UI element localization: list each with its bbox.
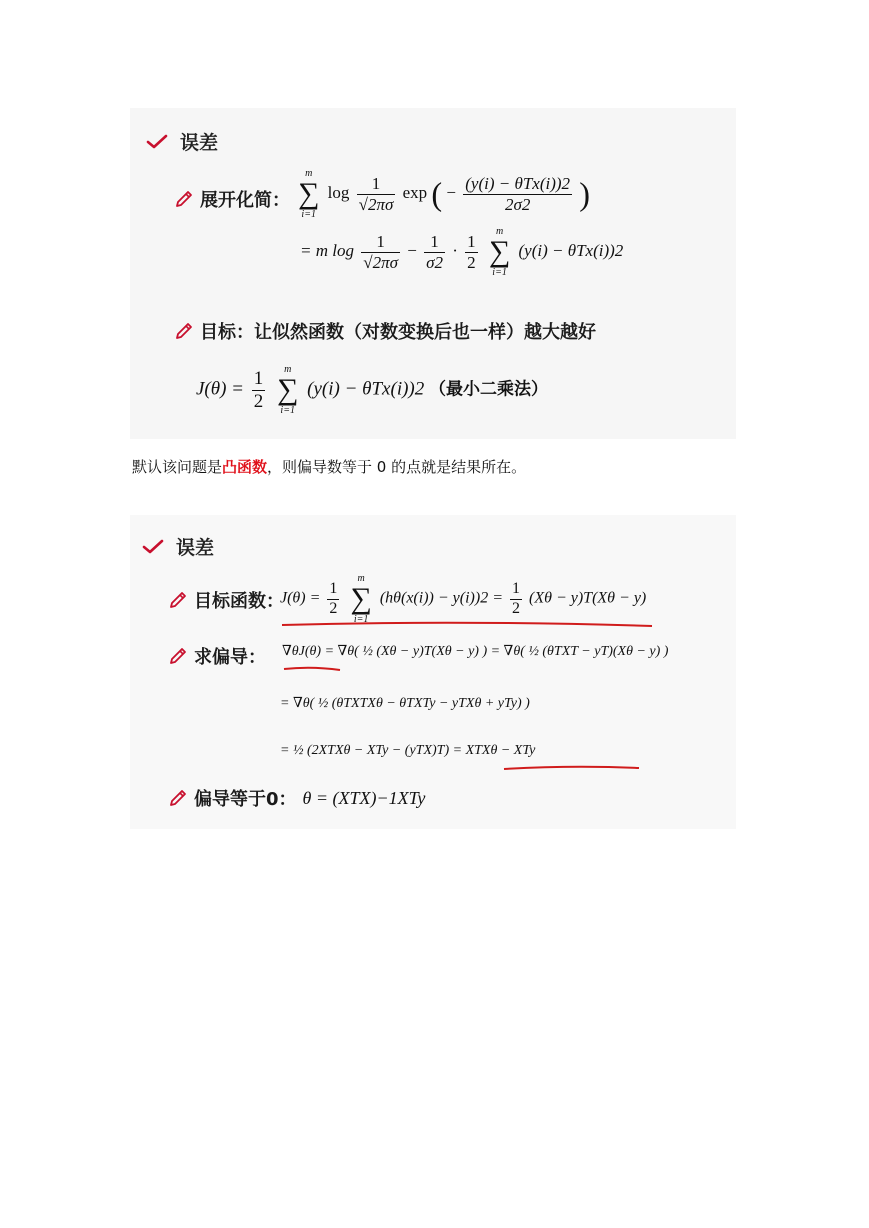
frac-half: $\frac{1}{2}$ — [467, 231, 476, 272]
objective-label: 目标函数： — [194, 591, 284, 612]
expand-label: 展开化简： — [200, 190, 290, 211]
result-underline — [502, 763, 642, 773]
sum-operator: m ∑ i=1 — [298, 168, 320, 220]
panel1-heading — [146, 128, 218, 155]
check-icon — [142, 539, 164, 555]
objective-label-row — [168, 587, 284, 613]
expand-label-row — [174, 186, 290, 212]
statement-suffix: ，则偏导数等于 0 的点就是结果所在。 — [267, 458, 527, 476]
gradient-underline — [282, 665, 342, 673]
sum-operator-2: m ∑ i=1 — [488, 226, 511, 278]
goal-label-row — [174, 318, 596, 344]
frac-norm-2: $\frac{1}{√2\pi\sigma}$ — [363, 231, 398, 272]
frac-half-obj-2: $\frac{1}{2}$ — [511, 580, 520, 617]
exp-op: exp — [402, 182, 428, 202]
pencil-icon — [168, 590, 188, 610]
derivative-line-2: = ∇θ( ½ (θTXTXθ − θTXTy − yTXθ + yTy) ) — [280, 696, 530, 711]
convexity-statement — [132, 456, 526, 477]
error-panel-2 — [130, 515, 736, 829]
sum-operator-obj: m ∑ i=1 — [350, 573, 372, 625]
zero-label: 偏导等于0： — [194, 789, 297, 810]
expand-line-2: = m log $\frac{1}{√2\pi\sigma}$ − $\frac{1}{\sigma 2}$ · $\frac{1}{2}$ m ∑ i=1 (y(i) − θTx(i))2 — [300, 226, 624, 278]
pencil-icon — [174, 189, 194, 209]
zero-label-row — [168, 785, 425, 811]
goal-label: 目标：让似然函数（对数变换后也一样）越大越好 — [200, 322, 596, 343]
derivative-line-1: ∇θJ(θ) = ∇θ( ½ (Xθ − y)T(Xθ − y) ) = ∇θ( ½ (θTXT − yT)(Xθ − y) ) — [282, 644, 669, 659]
statement-highlight: 凸函数 — [222, 458, 268, 476]
derivative-label: 求偏导： — [194, 647, 266, 668]
statement-prefix: 默认该问题是 — [132, 458, 223, 476]
objective-underline — [280, 619, 655, 629]
expand-line-1: m ∑ i=1 log $\frac{1}{√2\pi\sigma}$ exp ( − $\frac{\text{(y(i) − θTx(i))2}}{2\sigma 2}$ ) — [298, 168, 591, 220]
sum-operator-goal: m ∑ i=1 — [277, 364, 299, 416]
objective-formula: J(θ) = $\frac{1}{2}$ m ∑ i=1 (hθ(x(i)) − y(i))2 = $\frac{1}{2}$ (Xθ − y)T(Xθ − y) — [280, 573, 647, 625]
pencil-icon — [174, 321, 194, 341]
least-squares-formula: J(θ) = $\frac{1}{2}$ m ∑ i=1 (y(i) − θTx(i))2 （最小二乘法） — [196, 364, 548, 416]
pencil-icon — [168, 788, 188, 808]
panel2-heading — [142, 533, 214, 560]
derivative-line-3: = ½ (2XTXθ − XTy − (yTX)T) = XTXθ − XTy — [280, 743, 536, 758]
frac-sigma: $\frac{1}{\sigma 2}$ — [426, 231, 443, 272]
normal-equation: θ = (XTX)−1XTy — [302, 787, 426, 808]
frac-half-obj: $\frac{1}{2}$ — [329, 580, 338, 617]
frac-half-goal: $\frac{1}{2}$ — [253, 367, 264, 412]
panel2-heading-text: 误差 — [176, 537, 215, 559]
pencil-icon — [168, 646, 188, 666]
error-panel-1 — [130, 108, 736, 439]
log-op: log — [327, 182, 350, 202]
panel1-heading-text: 误差 — [180, 132, 219, 154]
least-squares-note: （最小二乘法） — [429, 379, 548, 400]
frac-exp: $\frac{\text{(y(i) − θTx(i))2}}{2\sigma 2}$ — [465, 173, 571, 214]
derivative-label-row — [168, 643, 266, 669]
check-icon — [146, 134, 168, 150]
frac-norm: $\frac{1}{√2\pi\sigma}$ — [358, 173, 394, 214]
derivative-result: XTXθ − XTy — [465, 743, 536, 758]
